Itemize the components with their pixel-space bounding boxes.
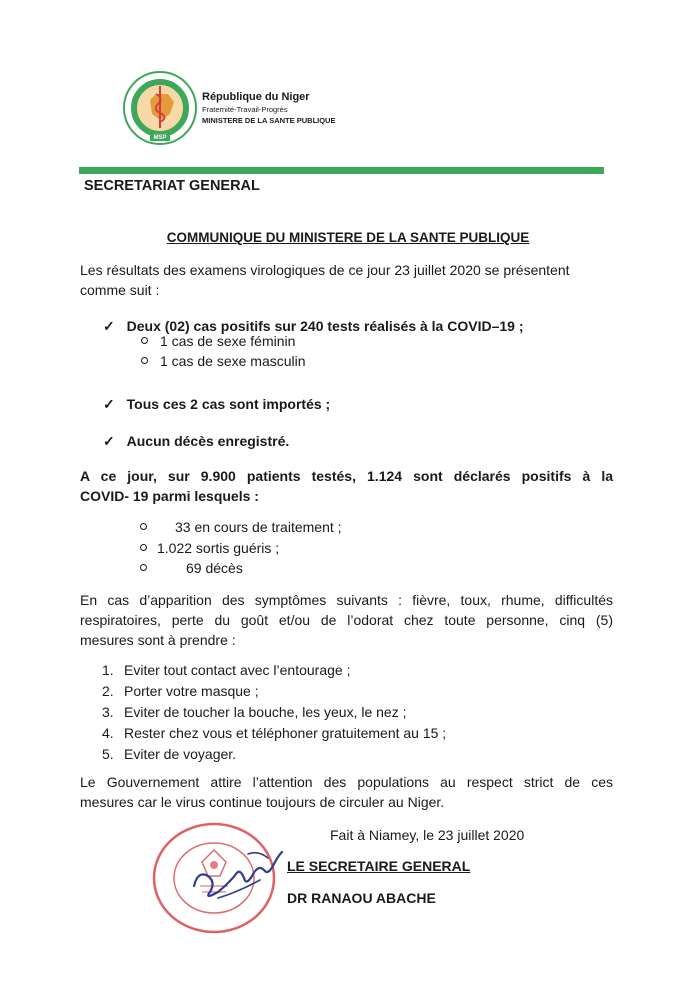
stats-item: 33 en cours de traitement ; [140, 517, 440, 538]
header-motto: Fraternité-Travail-Progrès [202, 105, 288, 114]
symptoms-line-2: respiratoires, perte du goût et/ou de l’odorat chez toute personne, cinq (5) [80, 612, 613, 628]
closing-paragraph [80, 772, 613, 812]
circle-bullet-icon [141, 337, 148, 344]
intro-line-2: comme suit : [80, 282, 160, 298]
checkmark-icon: ✓ [103, 433, 115, 449]
checkmark-icon: ✓ [103, 318, 115, 334]
measure-item: 2. Porter votre masque ; [102, 683, 259, 699]
intro-line-1: Les résultats des examens virologiques de ce jour 23 juillet 2020 se présentent [80, 262, 570, 278]
closing-line-1: Le Gouvernement attire l’attention des populations au respect strict de ces [80, 774, 613, 790]
sub-list [141, 331, 541, 371]
header-country: République du Niger [202, 91, 310, 103]
header-rule [79, 167, 604, 174]
measure-item: 4. Rester chez vous et téléphoner gratuitement au 15 ; [102, 725, 447, 741]
checklist-item-3 [103, 431, 603, 451]
measures-list [102, 660, 582, 765]
checklist-text-3: Aucun décès enregistré. [126, 433, 290, 449]
checkmark-icon: ✓ [103, 396, 115, 412]
stats-item: 69 décès [140, 558, 440, 579]
signatory-name: DR RANAOU ABACHE [287, 890, 436, 906]
checklist-text-2: Tous ces 2 cas sont importés ; [126, 396, 331, 412]
header-ministry: MINISTERE DE LA SANTE PUBLIQUE [202, 116, 336, 125]
circle-bullet-icon [140, 564, 147, 571]
sub-list-item: 1 cas de sexe masculin [141, 351, 541, 371]
closing-line-2: mesures car le virus continue toujours de circuler au Niger. [80, 794, 445, 810]
measure-item: 1. Eviter tout contact avec l’entourage ; [102, 662, 351, 678]
signatory-title: LE SECRETAIRE GENERAL [287, 858, 471, 874]
logo-label: MSP [153, 135, 167, 141]
checklist-item-2 [103, 394, 603, 414]
communique-title: COMMUNIQUE DU MINISTERE DE LA SANTE PUBLIQUE [166, 230, 530, 245]
summary-paragraph [80, 466, 613, 506]
symptoms-line-1: En cas d’apparition des symptômes suivants : fièvre, toux, rhume, difficultés [80, 592, 613, 608]
symptoms-line-3: mesures sont à prendre : [80, 632, 236, 648]
handwritten-signature [188, 840, 288, 910]
summary-line-2: COVID- 19 parmi lesquels : [80, 488, 259, 504]
summary-line-1: A ce jour, sur 9.900 patients testés, 1.124 sont déclarés positifs à la [80, 468, 613, 484]
stats-item: 1.022 sortis guéris ; [140, 538, 440, 559]
circle-bullet-icon [140, 544, 147, 551]
secretariat-heading: SECRETARIAT GENERAL [84, 178, 260, 194]
sub-list-item: 1 cas de sexe féminin [141, 331, 541, 351]
intro-paragraph [80, 260, 613, 300]
place-and-date: Fait à Niamey, le 23 juillet 2020 [330, 827, 525, 843]
measure-item: 5. Eviter de voyager. [102, 746, 237, 762]
stats-list [140, 517, 440, 579]
checklist-text-1: Deux (02) cas positifs sur 240 tests réalisés à la COVID–19 ; [126, 318, 524, 334]
circle-bullet-icon [141, 357, 148, 364]
circle-bullet-icon [140, 523, 147, 530]
ministry-logo [122, 70, 198, 146]
symptoms-paragraph [80, 590, 613, 650]
measure-item: 3. Eviter de toucher la bouche, les yeux, le nez ; [102, 704, 407, 720]
